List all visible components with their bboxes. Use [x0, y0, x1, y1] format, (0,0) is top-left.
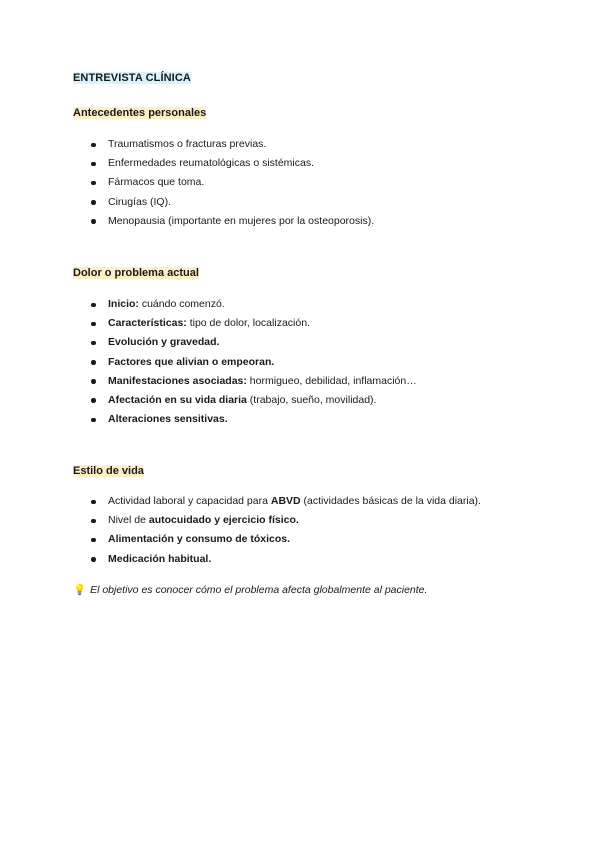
lightbulb-icon: 💡 [73, 584, 87, 596]
list-item: Alteraciones sensitivas. [91, 410, 417, 429]
list-item: Actividad laboral y capacidad para ABVD (actividades básicas de la vida diaria). [91, 492, 481, 511]
list-item: Medicación habitual. [91, 550, 481, 569]
list-antecedentes [91, 135, 374, 231]
closing-note: 💡 El objetivo es conocer cómo el problema afecta globalmente al paciente. [73, 584, 428, 596]
list-item: Evolución y gravedad. [91, 333, 417, 352]
list-item: Características: tipo de dolor, localización. [91, 314, 417, 333]
list-item: Menopausia (importante en mujeres por la osteoporosis). [91, 212, 374, 231]
section-heading-estilo: Estilo de vida [73, 465, 144, 477]
list-item: Cirugías (IQ). [91, 193, 374, 212]
list-item: Alimentación y consumo de tóxicos. [91, 530, 481, 549]
document-title: ENTREVISTA CLÍNICA [73, 72, 191, 84]
list-item: Afectación en su vida diaria (trabajo, sueño, movilidad). [91, 391, 417, 410]
list-item: Enfermedades reumatológicas o sistémicas. [91, 154, 374, 173]
list-item: Factores que alivian o empeoran. [91, 353, 417, 372]
list-dolor [91, 295, 417, 429]
list-item: Manifestaciones asociadas: hormigueo, debilidad, inflamación… [91, 372, 417, 391]
list-estilo [91, 492, 481, 569]
section-heading-dolor: Dolor o problema actual [73, 267, 199, 279]
list-item: Inicio: cuándo comenzó. [91, 295, 417, 314]
list-item: Fármacos que toma. [91, 173, 374, 192]
list-item: Nivel de autocuidado y ejercicio físico. [91, 511, 481, 530]
section-heading-antecedentes: Antecedentes personales [73, 107, 207, 119]
list-item: Traumatismos o fracturas previas. [91, 135, 374, 154]
